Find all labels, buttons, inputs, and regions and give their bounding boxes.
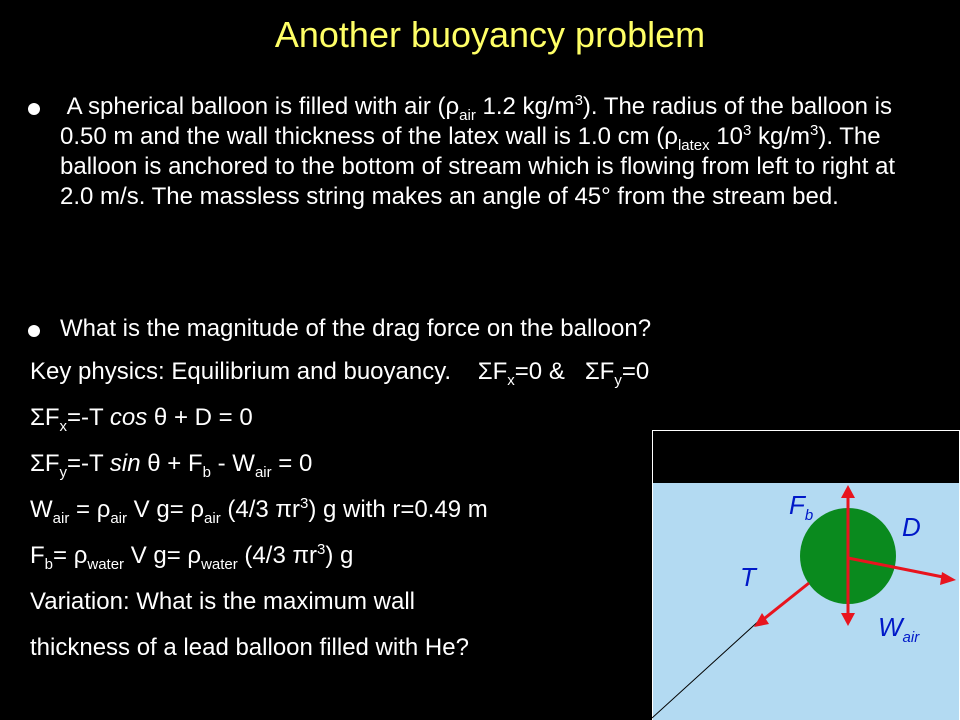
diagram-sky [653, 431, 959, 483]
slide-title: Another buoyancy problem [274, 14, 706, 55]
equation-wair: $W_{air} = \rho_{air}$ V $g= \rho_{air}$ (4/3 $\pi r^3$) g with r=0.49 m [30, 495, 488, 527]
bullet-problem [28, 92, 928, 212]
bullet-question [28, 314, 928, 344]
label-t: T [740, 562, 756, 592]
problem-text: A spherical balloon is filled with air ($\rho_{air}$ 1.2 $kg/m^3$). The radius of the balloon is 0.50 m and the wall thickness of the latex wall is 1.0 cm ($\rho_{latex}$ $10^3$ $kg/m^3$). The balloon is anchored to the bottom of stream which is flowing from left to right at 2.0 m/s. The massless string makes an angle of 45° from the stream bed. [60, 92, 896, 210]
variation-line-2: thickness of a lead balloon filled with He? [30, 634, 469, 661]
key-physics: Key physics: Equilibrium and buoyancy. $\Sigma F_x=0$ & $\Sigma F_y=0$ [30, 358, 650, 389]
bullet-dot [28, 325, 40, 337]
bullet-dot [28, 103, 40, 115]
equation-fx: $\Sigma F_x=-T$ cos θ + D = 0 [30, 404, 253, 435]
balloon-diagram [652, 430, 960, 720]
label-wair: $W_{air}$ [878, 612, 920, 646]
variation-line-1: Variation: What is the maximum wall [30, 588, 416, 615]
equation-fb: $F_b= \rho_{water}$ V $g= \rho_{water}$ (4/3 $\pi r^3$) g [30, 541, 354, 573]
label-fb: $F_b$ [789, 490, 814, 524]
question-text: What is the magnitude of the drag force on the balloon? [60, 315, 652, 342]
label-d: D [902, 512, 921, 542]
equation-fy: $\Sigma F_y=-T$ $\sin \theta + F_b - W_{air} = 0$ [30, 450, 313, 481]
